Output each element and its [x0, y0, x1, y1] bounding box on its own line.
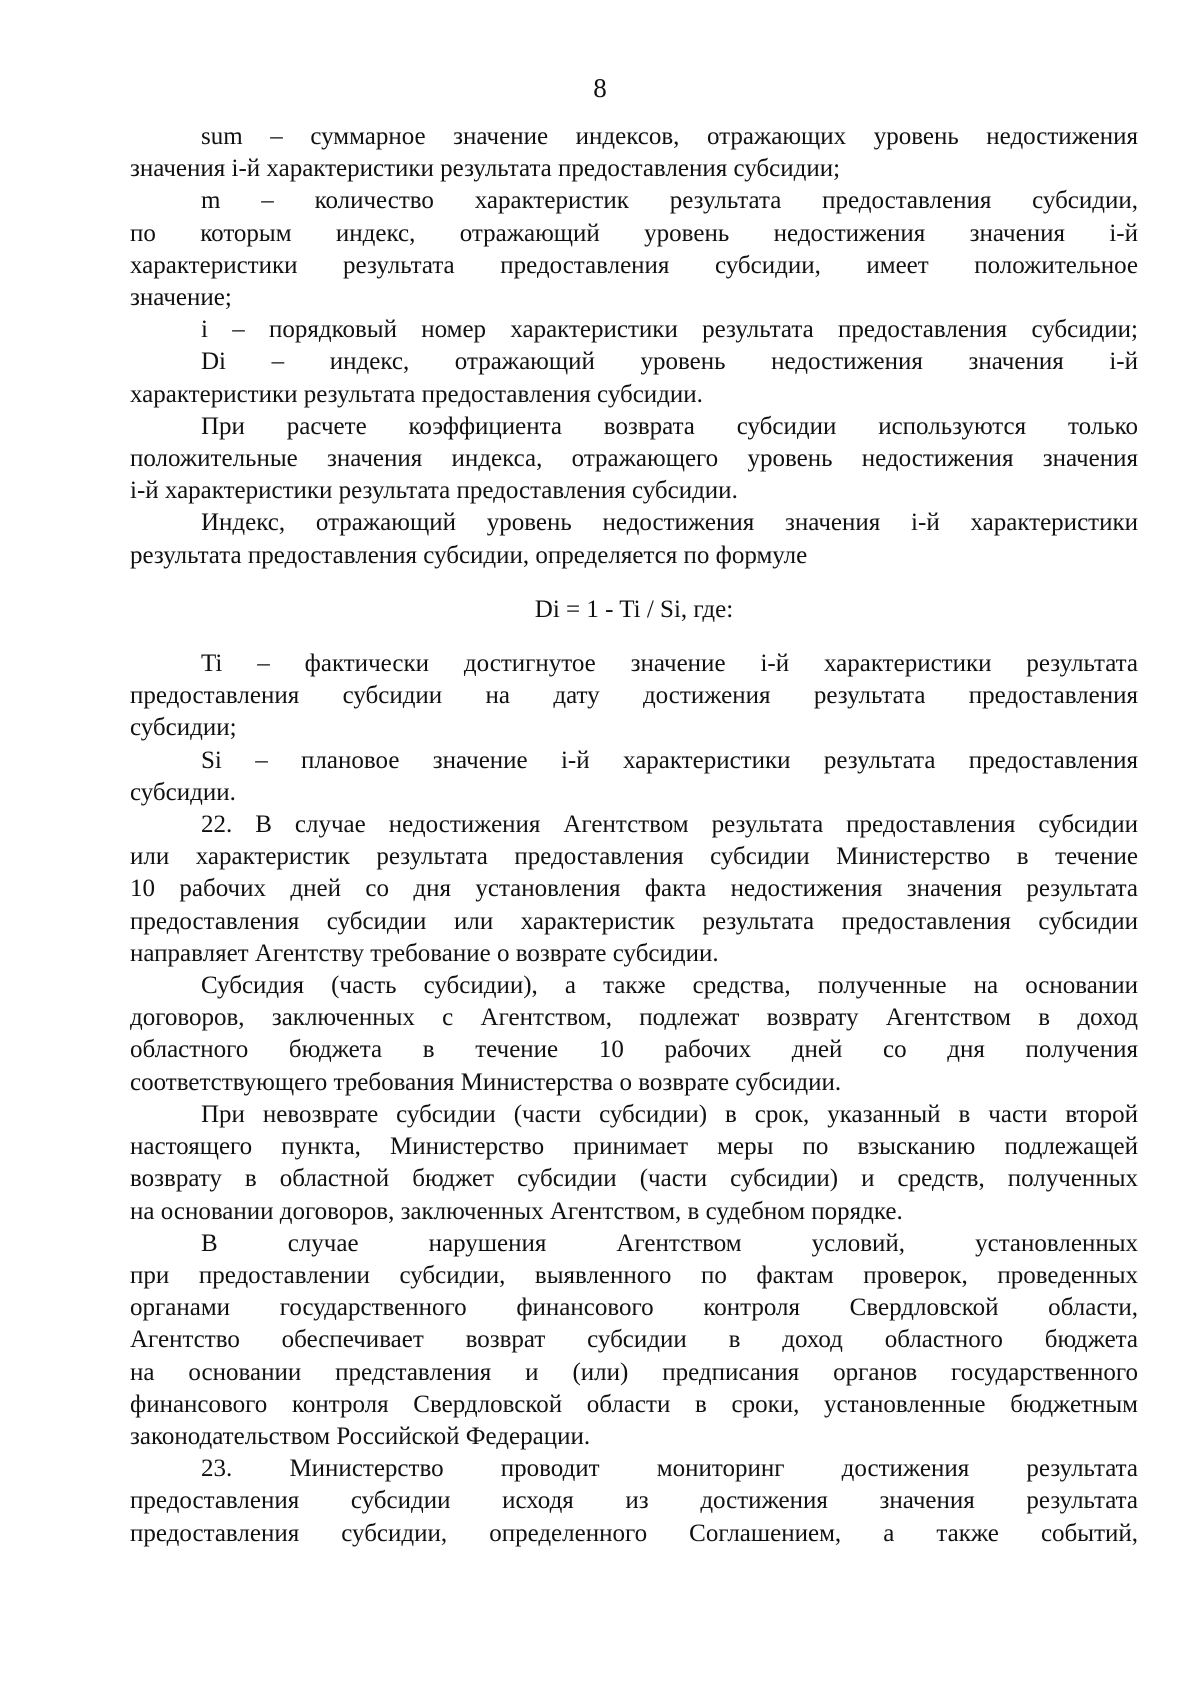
- body-text: [130, 121, 1138, 1550]
- text-line: положительные значения индекса, отражающего уровень недостижения значения: [130, 445, 1138, 473]
- text-line: Ti – фактически достигнутое значение i-й характеристики результата: [201, 650, 1138, 678]
- text-line: Агентство обеспечивает возврат субсидии в доход областного бюджета: [130, 1326, 1138, 1354]
- text-line: Субсидия (часть субсидии), а также средства, полученные на основании: [201, 972, 1138, 1000]
- text-line: настоящего пункта, Министерство принимает меры по взысканию подлежащей: [130, 1133, 1138, 1161]
- text-line: областного бюджета в течение 10 рабочих дней со дня получения: [130, 1036, 1138, 1064]
- text-line: предоставления субсидии на дату достижения результата предоставления: [130, 682, 1138, 710]
- text-line: характеристики результата предоставления субсидии.: [130, 380, 703, 408]
- text-line: 23. Министерство проводит мониторинг достижения результата: [201, 1455, 1138, 1483]
- text-line: m – количество характеристик результата предоставления субсидии,: [201, 187, 1138, 215]
- text-line: sum – суммарное значение индексов, отражающих уровень недостижения: [201, 123, 1138, 150]
- text-line: или характеристик результата предоставления субсидии Министерство в течение: [130, 843, 1138, 871]
- text-line: договоров, заключенных с Агентством, подлежат возврату Агентством в доход: [130, 1004, 1138, 1032]
- text-line: возврату в областной бюджет субсидии (части субсидии) и средств, полученных: [130, 1165, 1138, 1193]
- text-line: При расчете коэффициента возврата субсидии используются только: [201, 412, 1138, 440]
- text-line: законодательством Российской Федерации.: [130, 1422, 591, 1450]
- text-line: значение;: [130, 284, 232, 312]
- text-line: субсидии.: [130, 778, 236, 806]
- text-line: финансового контроля Свердловской области в сроки, установленные бюджетным: [130, 1390, 1138, 1418]
- text-line: 10 рабочих дней со дня установления факта недостижения значения результата: [130, 875, 1138, 903]
- text-line: результата предоставления субсидии, определяется по формуле: [130, 541, 808, 569]
- text-line: Si – плановое значение i-й характеристики результата предоставления: [201, 746, 1138, 774]
- formula: Di = 1 - Ti / Si, где:: [534, 595, 734, 623]
- text-line: при предоставлении субсидии, выявленного по фактам проверок, проведенных: [130, 1261, 1138, 1289]
- text-line: При невозврате субсидии (части субсидии) в срок, указанный в части второй: [201, 1100, 1138, 1128]
- text-line: значения i-й характеристики результата предоставления субсидии;: [130, 155, 841, 183]
- text-line: направляет Агентству требование о возврате субсидии.: [130, 939, 719, 967]
- text-line: Di – индекс, отражающий уровень недостижения значения i-й: [201, 348, 1138, 376]
- text-line: соответствующего требования Министерства о возврате субсидии.: [130, 1068, 842, 1096]
- text-line: субсидии;: [130, 714, 237, 742]
- text-line: органами государственного финансового контроля Свердловской области,: [130, 1294, 1138, 1322]
- text-line: предоставления субсидии или характеристик результата предоставления субсидии: [130, 907, 1138, 935]
- text-line: i-й характеристики результата предоставления субсидии.: [130, 477, 738, 505]
- text-line: i – порядковый номер характеристики результата предоставления субсидии;: [201, 316, 1138, 344]
- text-line: В случае нарушения Агентством условий, установленных: [201, 1229, 1138, 1257]
- text-line: по которым индекс, отражающий уровень недостижения значения i-й: [130, 219, 1138, 247]
- text-line: на основании договоров, заключенных Агентством, в судебном порядке.: [130, 1197, 903, 1225]
- text-line: предоставления субсидии, определенного Соглашением, а также событий,: [130, 1519, 1138, 1547]
- text-line: на основании представления и (или) предписания органов государственного: [130, 1358, 1138, 1386]
- text-line: 22. В случае недостижения Агентством результата предоставления субсидии: [201, 811, 1138, 839]
- lines-after-formula: [130, 648, 1138, 1550]
- text-line: Индекс, отражающий уровень недостижения значения i-й характеристики: [201, 509, 1138, 537]
- page-number: 8: [593, 73, 607, 103]
- lines-before-formula: [130, 121, 1138, 572]
- text-line: характеристики результата предоставления субсидии, имеет положительное: [130, 251, 1138, 279]
- text-line: предоставления субсидии исходя из достижения значения результата: [130, 1487, 1138, 1515]
